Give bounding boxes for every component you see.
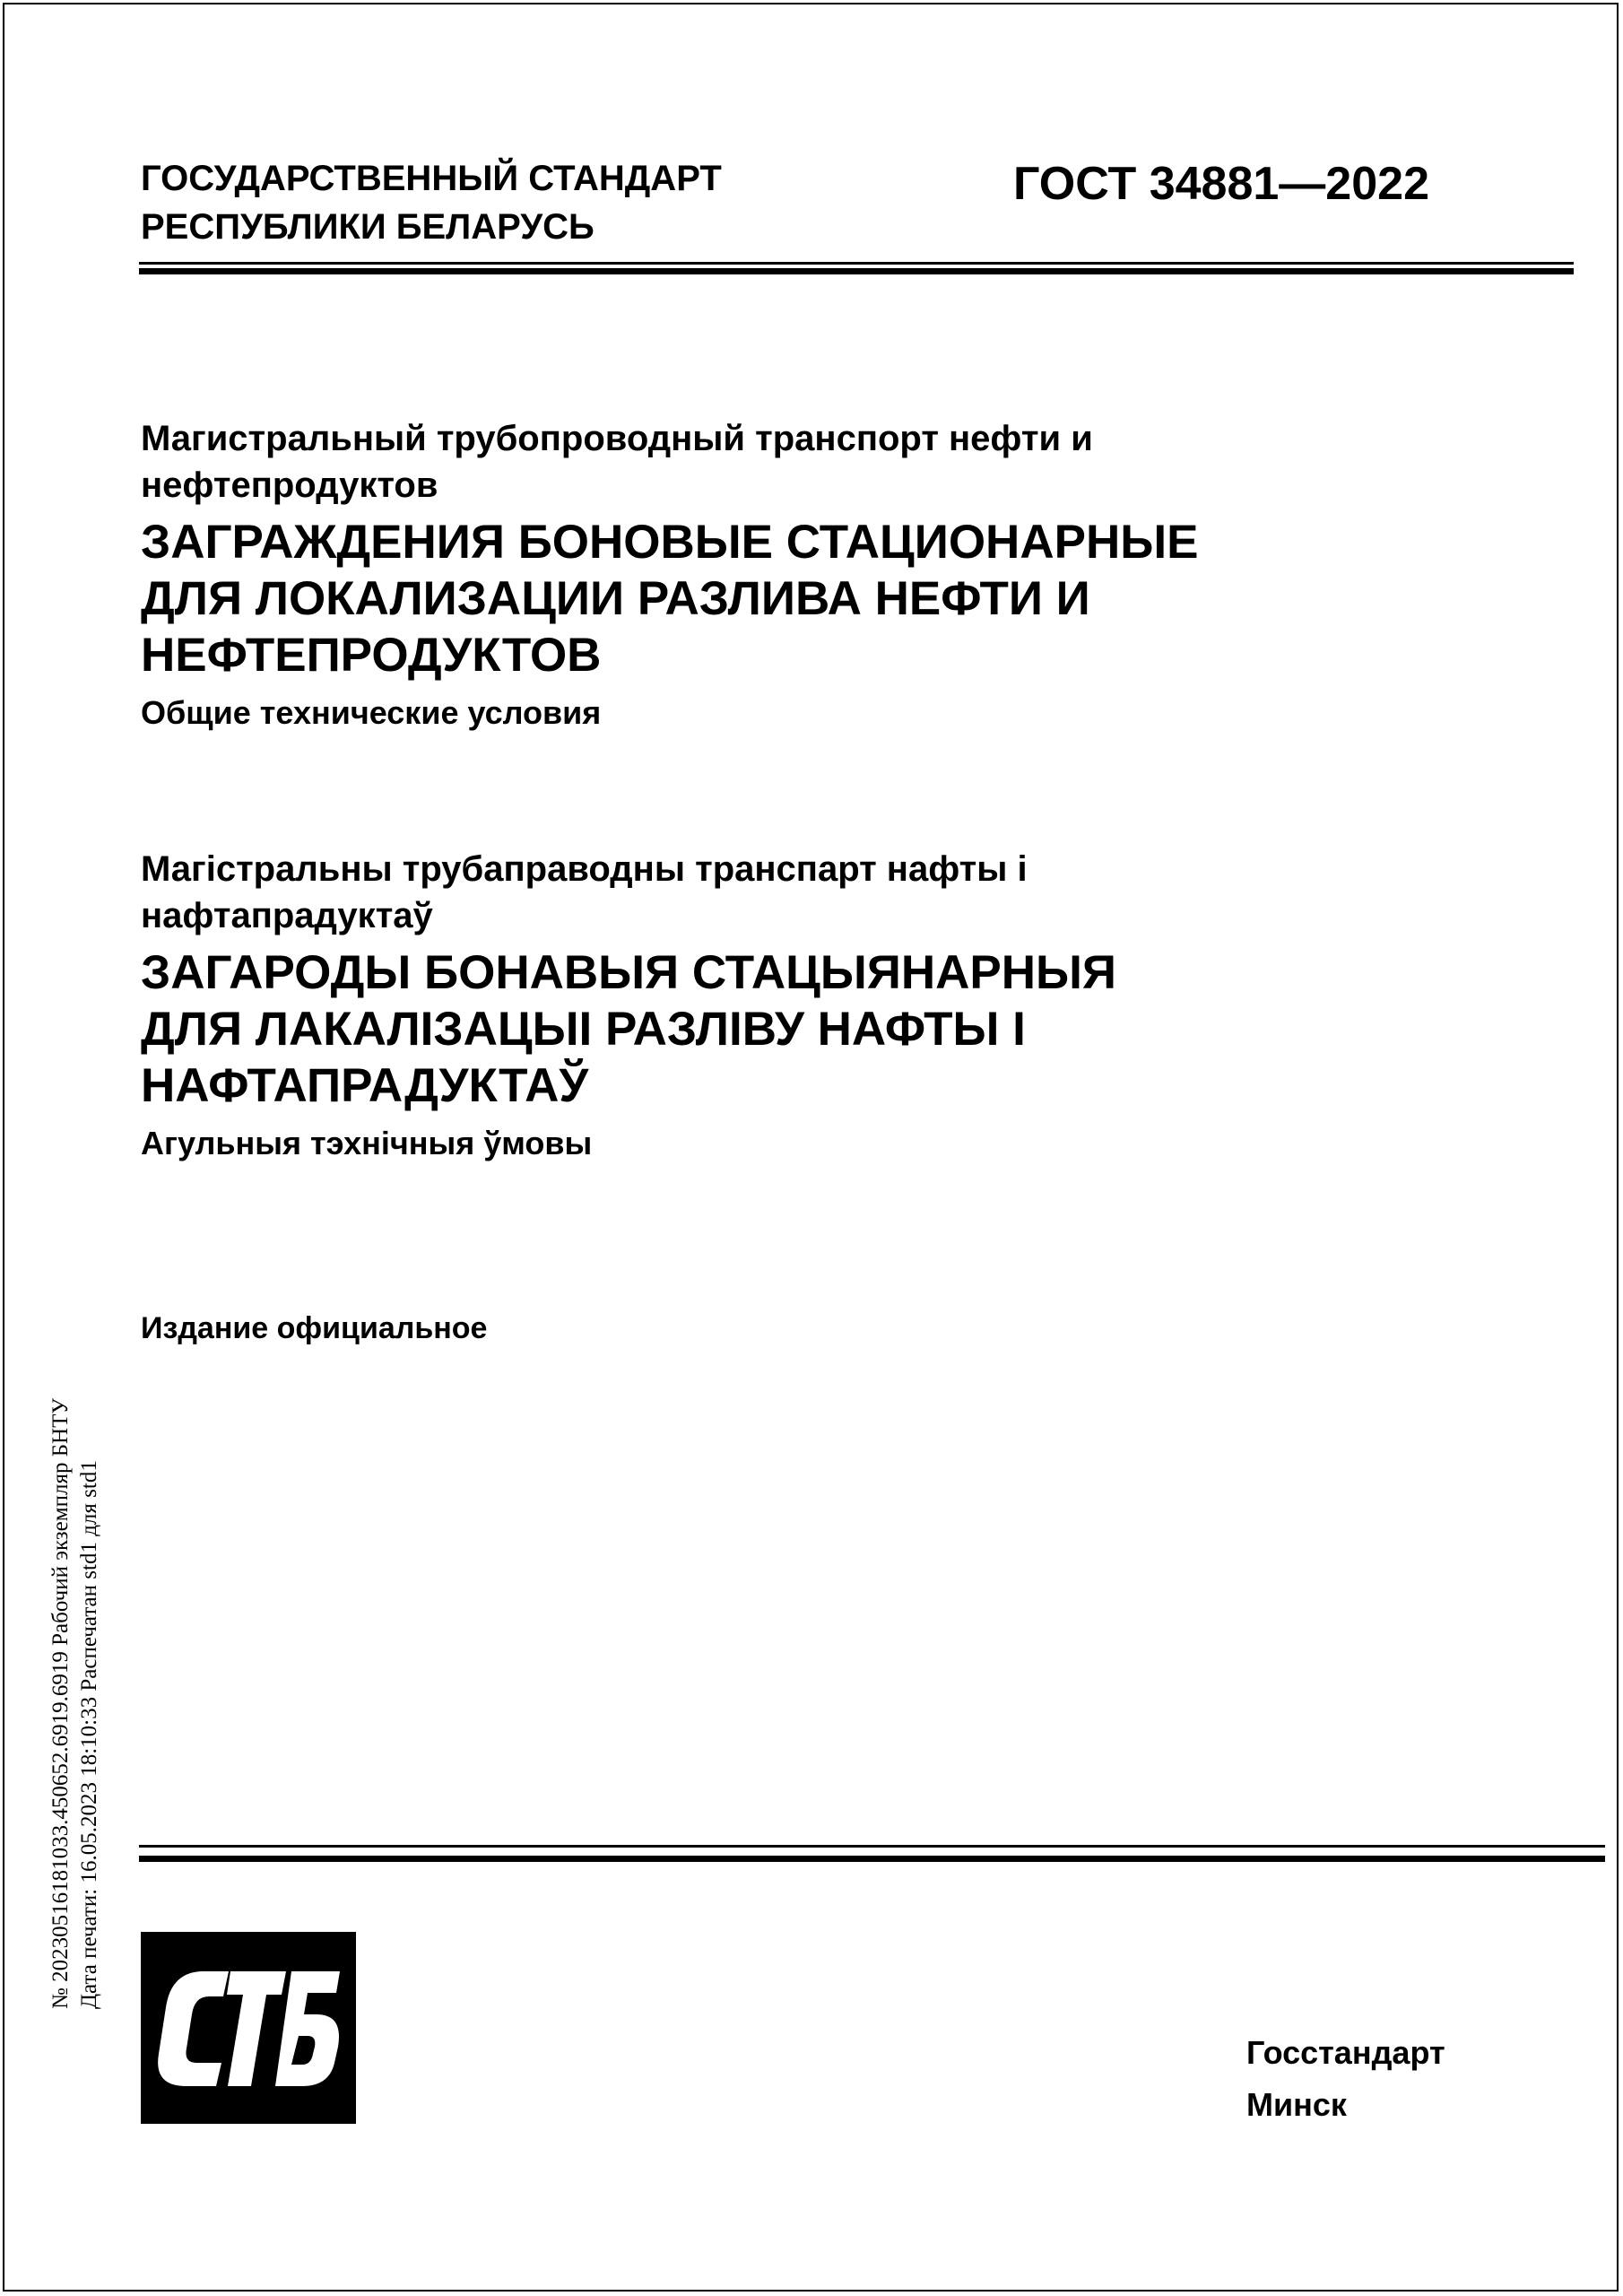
issuing-organization [141,154,722,251]
footer-rule-thin [139,1845,1605,1848]
edition-note: Издание официальное [141,1311,488,1345]
standard-code: ГОСТ 34881—2022 [1013,158,1429,210]
publisher [1246,2027,1445,2131]
russian-subtitle: Общие технические условия [141,694,602,731]
russian-series-line-2: нефтепродуктов [141,465,438,505]
belarusian-subtitle: Агульныя тэхнічныя ўмовы [141,1125,593,1161]
side-print-stamp [47,1398,104,2009]
publisher-name: Госстандарт [1246,2034,1445,2071]
belarusian-series [141,846,1459,939]
belarusian-title-line-3: НАФТАПРАДУКТАЎ [141,1059,589,1112]
belarusian-title-block [141,846,1459,1164]
belarusian-series-line-2: нафтапрадуктаў [141,896,433,935]
org-line-1: ГОСУДАРСТВЕННЫЙ СТАНДАРТ [141,159,722,198]
russian-series-line-1: Магистральный трубопроводный транспорт нефти и [141,419,1093,458]
belarusian-title [141,944,1459,1114]
header-rule-thick [139,268,1574,274]
russian-title-line-1: ЗАГРАЖДЕНИЯ БОНОВЫЕ СТАЦИОНАРНЫЕ [141,516,1199,569]
header-rule-thin [139,262,1574,265]
russian-title-block [141,415,1459,734]
belarusian-title-line-1: ЗАГАРОДЫ БОНАВЫЯ СТАЦЫЯНАРНЫЯ [141,946,1116,999]
russian-series [141,415,1459,509]
org-line-2: РЕСПУБЛИКИ БЕЛАРУСЬ [141,207,595,247]
russian-title-line-2: ДЛЯ ЛОКАЛИЗАЦИИ РАЗЛИВА НЕФТИ И [141,572,1090,625]
side-stamp-line-2: Дата печати: 16.05.2023 18:10:33 Распечатан std1 для std1 [77,1460,101,2009]
belarusian-series-line-1: Магістральны трубаправодны транспарт нафты і [141,849,1028,889]
belarusian-title-line-2: ДЛЯ ЛАКАЛІЗАЦЫІ РАЗЛІВУ НАФТЫ І [141,1003,1026,1056]
side-stamp-line-1: № 20230516181033.450652.6919.6919 Рабочий экземпляр БНТУ [48,1397,73,2009]
russian-title [141,514,1459,683]
footer-rule-thick [139,1856,1605,1862]
russian-title-line-3: НЕФТЕПРОДУКТОВ [141,629,602,682]
publisher-city: Минск [1246,2086,1347,2123]
stb-logo-icon [141,1932,356,2124]
